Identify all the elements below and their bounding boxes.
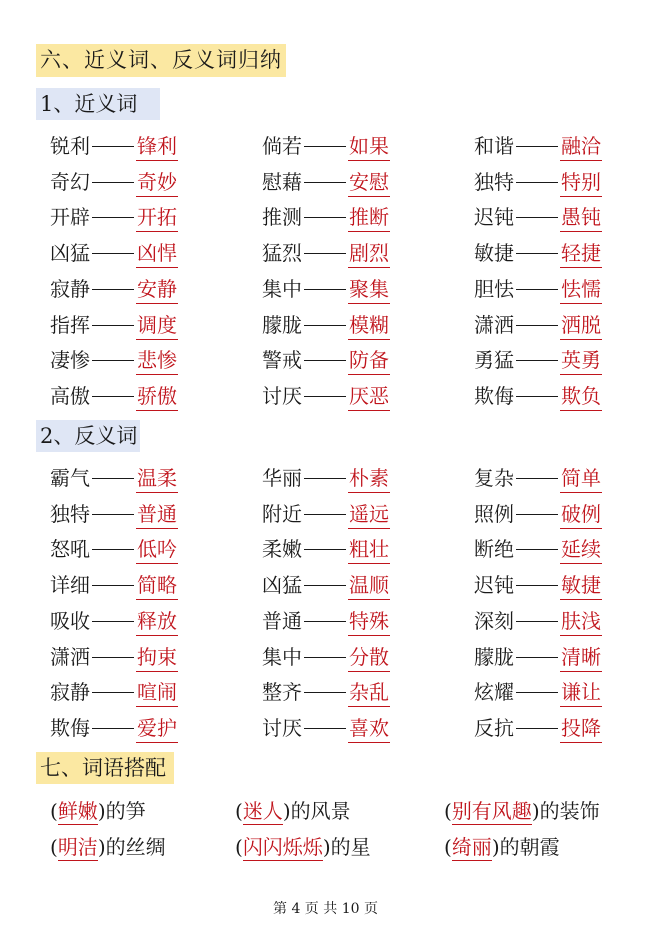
answer-word: 清晰: [560, 643, 602, 672]
answer-word: 简略: [136, 571, 178, 600]
answer-word: 特殊: [348, 607, 390, 636]
prompt-word: 整齐: [262, 680, 302, 705]
word-pair: [262, 378, 390, 414]
word-pair: [262, 460, 390, 496]
collocation-suffix: 的朝霞: [499, 835, 560, 859]
prompt-word: 讨厌: [262, 715, 302, 740]
dash-separator: [302, 460, 348, 496]
answer-word: 简单: [560, 464, 602, 493]
synonym-row: [0, 128, 651, 164]
word-pair: [50, 496, 178, 532]
prompt-word: 奇幻: [50, 169, 90, 194]
dash-separator: [302, 674, 348, 710]
prompt-word: 倘若: [262, 134, 302, 158]
dash-separator: [90, 496, 136, 532]
word-pair: [50, 674, 178, 710]
antonym-row: [0, 496, 651, 532]
dash-separator: [90, 710, 136, 746]
section-6-title: 六、近义词、反义词归纳: [36, 44, 286, 77]
antonym-row: [0, 567, 651, 603]
prompt-word: 胆怯: [474, 276, 514, 301]
collocation-answer: 闪闪烁烁: [242, 835, 323, 859]
collocation-item: (迷人)的风景: [235, 799, 351, 823]
answer-word: 奇妙: [136, 168, 178, 197]
dash-separator: [514, 603, 560, 639]
page-footer: 第 4 页 共 10 页: [273, 901, 378, 917]
word-pair: [50, 567, 178, 603]
dash-separator: [302, 199, 348, 235]
dash-separator: [514, 567, 560, 603]
dash-separator: [302, 531, 348, 567]
prompt-word: 迟钝: [474, 573, 514, 598]
dash-separator: [90, 674, 136, 710]
dash-separator: [90, 307, 136, 343]
dash-separator: [90, 199, 136, 235]
word-pair: [474, 496, 602, 532]
prompt-word: 普通: [262, 608, 302, 633]
antonym-row: [0, 710, 651, 746]
dash-separator: [514, 271, 560, 307]
prompt-word: 集中: [262, 644, 302, 669]
dash-separator: [514, 460, 560, 496]
prompt-word: 朦胧: [474, 644, 514, 669]
dash-separator: [302, 235, 348, 271]
collocation-answer: 迷人: [242, 799, 283, 823]
answer-word: 安静: [136, 275, 178, 304]
dash-separator: [302, 639, 348, 675]
dash-separator: [514, 235, 560, 271]
word-pair: [262, 639, 390, 675]
dash-separator: [90, 164, 136, 200]
answer-word: 破例: [560, 500, 602, 529]
dash-separator: [302, 567, 348, 603]
prompt-word: 凄惨: [50, 348, 90, 373]
word-pair: [474, 603, 602, 639]
word-pair: [262, 235, 390, 271]
answer-word: 延续: [560, 535, 602, 564]
prompt-word: 高傲: [50, 383, 90, 408]
dash-separator: [302, 603, 348, 639]
word-pair: [474, 531, 602, 567]
prompt-word: 凶猛: [50, 241, 90, 266]
prompt-word: 寂静: [50, 276, 90, 301]
dash-separator: [90, 342, 136, 378]
answer-word: 厌恶: [348, 382, 390, 411]
word-pair: [262, 674, 390, 710]
word-pair: [474, 164, 602, 200]
synonym-row: [0, 378, 651, 414]
word-pair: [474, 674, 602, 710]
word-pair: [474, 199, 602, 235]
answer-word: 融洽: [560, 132, 602, 161]
synonym-row: [0, 307, 651, 343]
dash-separator: [514, 531, 560, 567]
prompt-word: 欺侮: [474, 383, 514, 408]
synonym-row: [0, 164, 651, 200]
antonym-row: [0, 460, 651, 496]
word-pair: [262, 307, 390, 343]
word-pair: [262, 342, 390, 378]
collocation-answer: 别有风趣: [451, 799, 532, 823]
prompt-word: 迟钝: [474, 205, 514, 230]
collocation-item: (别有风趣)的装饰: [444, 799, 600, 823]
dash-separator: [302, 307, 348, 343]
word-pair: [474, 710, 602, 746]
word-pair: [50, 271, 178, 307]
prompt-word: 怒吼: [50, 537, 90, 562]
dash-separator: [302, 496, 348, 532]
word-pair: [262, 567, 390, 603]
dash-separator: [514, 674, 560, 710]
word-pair: [50, 235, 178, 271]
dash-separator: [514, 199, 560, 235]
answer-word: 调度: [136, 311, 178, 340]
prompt-word: 敏捷: [474, 241, 514, 266]
collocation-item: (鲜嫩)的笋: [50, 799, 146, 823]
antonym-row: [0, 639, 651, 675]
dash-separator: [90, 460, 136, 496]
answer-word: 普通: [136, 500, 178, 529]
answer-word: 凶悍: [136, 239, 178, 268]
dash-separator: [90, 235, 136, 271]
word-pair: [474, 128, 602, 164]
prompt-word: 潇洒: [474, 312, 514, 337]
word-pair: [262, 496, 390, 532]
collocation-suffix: 的笋: [105, 799, 146, 823]
prompt-word: 独特: [474, 169, 514, 194]
collocation-item: (闪闪烁烁)的星: [235, 835, 371, 859]
prompt-word: 勇猛: [474, 348, 514, 373]
word-pair: [262, 603, 390, 639]
dash-separator: [514, 307, 560, 343]
antonyms-heading: 2、反义词: [36, 420, 140, 452]
answer-word: 欺负: [560, 382, 602, 411]
antonym-row: [0, 674, 651, 710]
answer-word: 模糊: [348, 311, 390, 340]
answer-word: 低吟: [136, 535, 178, 564]
answer-word: 粗壮: [348, 535, 390, 564]
dash-separator: [514, 710, 560, 746]
answer-word: 锋利: [136, 132, 178, 161]
dash-separator: [302, 710, 348, 746]
collocation-item: (绮丽)的朝霞: [444, 835, 560, 859]
word-pair: [474, 307, 602, 343]
dash-separator: [90, 567, 136, 603]
word-pair: [50, 460, 178, 496]
dash-separator: [302, 128, 348, 164]
dash-separator: [302, 378, 348, 414]
prompt-word: 集中: [262, 276, 302, 301]
collocation-answer: 鲜嫩: [57, 799, 98, 823]
prompt-word: 指挥: [50, 312, 90, 337]
prompt-word: 开辟: [50, 205, 90, 230]
prompt-word: 朦胧: [262, 312, 302, 337]
collocation-suffix: 的风景: [290, 799, 351, 823]
collocation-answer: 明洁: [57, 835, 98, 859]
synonym-row: [0, 342, 651, 378]
answer-word: 喜欢: [348, 714, 390, 743]
word-pair: [50, 603, 178, 639]
answer-word: 温顺: [348, 571, 390, 600]
word-pair: [474, 271, 602, 307]
prompt-word: 柔嫩: [262, 537, 302, 562]
dash-separator: [302, 164, 348, 200]
word-pair: [474, 342, 602, 378]
word-pair: [262, 128, 390, 164]
prompt-word: 深刻: [474, 608, 514, 633]
answer-word: 英勇: [560, 346, 602, 375]
dash-separator: [514, 496, 560, 532]
word-pair: [50, 199, 178, 235]
dash-separator: [514, 342, 560, 378]
synonym-row: [0, 235, 651, 271]
prompt-word: 独特: [50, 501, 90, 526]
collocation-suffix: 的丝绸: [105, 835, 166, 859]
answer-word: 剧烈: [348, 239, 390, 268]
answer-word: 敏捷: [560, 571, 602, 600]
answer-word: 特别: [560, 168, 602, 197]
answer-word: 温柔: [136, 464, 178, 493]
word-pair: [50, 128, 178, 164]
dash-separator: [514, 639, 560, 675]
answer-word: 爱护: [136, 714, 178, 743]
prompt-word: 照例: [474, 501, 514, 526]
word-pair: [474, 567, 602, 603]
prompt-word: 和谐: [474, 134, 514, 158]
dash-separator: [302, 342, 348, 378]
dash-separator: [514, 128, 560, 164]
synonyms-heading: 1、近义词: [36, 88, 160, 120]
prompt-word: 推测: [262, 205, 302, 230]
synonym-row: [0, 271, 651, 307]
dash-separator: [302, 271, 348, 307]
dash-separator: [90, 378, 136, 414]
answer-word: 拘束: [136, 643, 178, 672]
synonym-row: [0, 199, 651, 235]
answer-word: 分散: [348, 643, 390, 672]
word-pair: [474, 639, 602, 675]
dash-separator: [90, 603, 136, 639]
answer-word: 怯懦: [560, 275, 602, 304]
answer-word: 朴素: [348, 464, 390, 493]
antonym-row: [0, 603, 651, 639]
dash-separator: [90, 128, 136, 164]
word-pair: [262, 710, 390, 746]
collocation-suffix: 的星: [330, 835, 371, 859]
word-pair: [50, 164, 178, 200]
answer-word: 谦让: [560, 678, 602, 707]
prompt-word: 反抗: [474, 715, 514, 740]
word-pair: [262, 199, 390, 235]
dash-separator: [90, 271, 136, 307]
word-pair: [474, 460, 602, 496]
answer-word: 洒脱: [560, 311, 602, 340]
prompt-word: 断绝: [474, 537, 514, 562]
word-pair: [50, 342, 178, 378]
answer-word: 如果: [348, 132, 390, 161]
prompt-word: 寂静: [50, 680, 90, 705]
answer-word: 开拓: [136, 203, 178, 232]
dash-separator: [514, 378, 560, 414]
collocation-suffix: 的装饰: [539, 799, 600, 823]
answer-word: 杂乱: [348, 678, 390, 707]
prompt-word: 欺侮: [50, 715, 90, 740]
answer-word: 安慰: [348, 168, 390, 197]
word-pair: [262, 271, 390, 307]
prompt-word: 炫耀: [474, 680, 514, 705]
word-pair: [50, 531, 178, 567]
word-pair: [50, 307, 178, 343]
prompt-word: 华丽: [262, 466, 302, 490]
section-7-title: 七、词语搭配: [36, 752, 174, 784]
prompt-word: 慰藉: [262, 169, 302, 194]
prompt-word: 吸收: [50, 608, 90, 633]
answer-word: 推断: [348, 203, 390, 232]
answer-word: 遥远: [348, 500, 390, 529]
word-pair: [262, 164, 390, 200]
answer-word: 释放: [136, 607, 178, 636]
prompt-word: 霸气: [50, 466, 90, 490]
word-pair: [474, 378, 602, 414]
answer-word: 肤浅: [560, 607, 602, 636]
answer-word: 悲惨: [136, 346, 178, 375]
collocation-answer: 绮丽: [451, 835, 492, 859]
word-pair: [50, 710, 178, 746]
antonym-row: [0, 531, 651, 567]
prompt-word: 详细: [50, 573, 90, 598]
dash-separator: [90, 531, 136, 567]
word-pair: [262, 531, 390, 567]
prompt-word: 复杂: [474, 466, 514, 490]
prompt-word: 凶猛: [262, 573, 302, 598]
prompt-word: 猛烈: [262, 241, 302, 266]
answer-word: 喧闹: [136, 678, 178, 707]
answer-word: 聚集: [348, 275, 390, 304]
collocation-item: (明洁)的丝绸: [50, 835, 166, 859]
word-pair: [474, 235, 602, 271]
prompt-word: 讨厌: [262, 383, 302, 408]
prompt-word: 锐利: [50, 134, 90, 158]
dash-separator: [90, 639, 136, 675]
answer-word: 防备: [348, 346, 390, 375]
answer-word: 愚钝: [560, 203, 602, 232]
answer-word: 轻捷: [560, 239, 602, 268]
word-pair: [50, 378, 178, 414]
answer-word: 投降: [560, 714, 602, 743]
prompt-word: 附近: [262, 501, 302, 526]
prompt-word: 警戒: [262, 348, 302, 373]
answer-word: 骄傲: [136, 382, 178, 411]
prompt-word: 潇洒: [50, 644, 90, 669]
word-pair: [50, 639, 178, 675]
dash-separator: [514, 164, 560, 200]
